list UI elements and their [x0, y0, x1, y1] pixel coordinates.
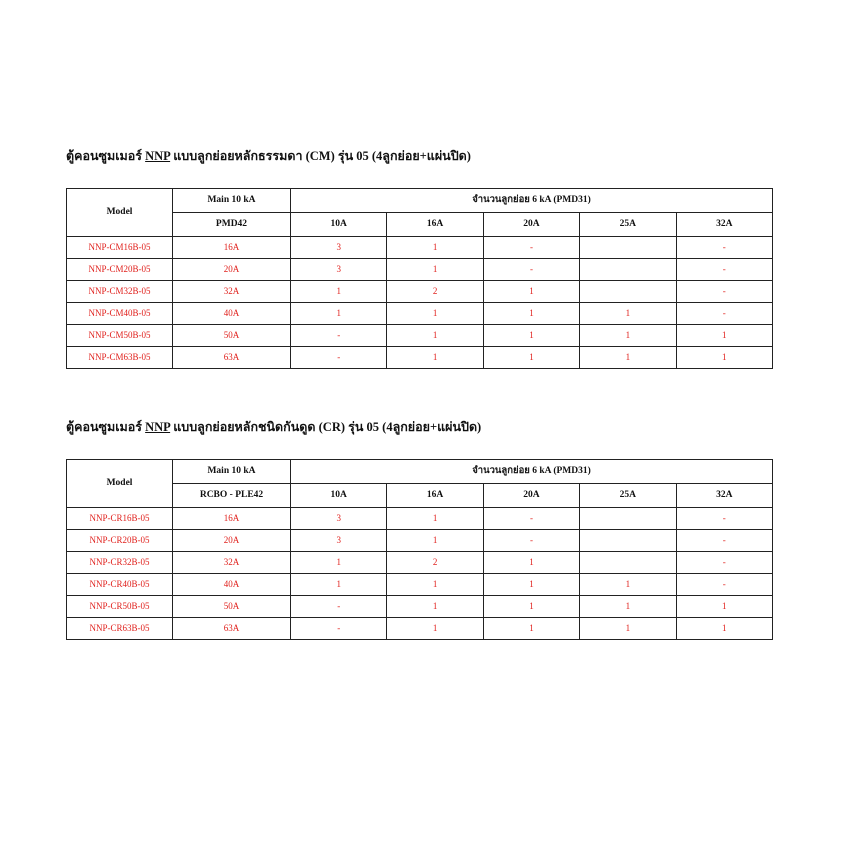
header-sub-col: 10A [291, 484, 387, 508]
qty-cell: 1 [291, 281, 387, 303]
qty-cell: 1 [580, 596, 676, 618]
cm-table-body [67, 237, 773, 369]
main-cell: 20A [173, 530, 291, 552]
qty-cell: 1 [387, 596, 483, 618]
cm-section [66, 146, 772, 362]
qty-cell: 3 [291, 259, 387, 281]
qty-cell: 3 [291, 530, 387, 552]
table-row [67, 347, 773, 369]
qty-cell: - [483, 259, 579, 281]
qty-cell: 1 [483, 281, 579, 303]
qty-cell: 1 [676, 618, 772, 640]
qty-cell: 1 [387, 303, 483, 325]
header-sub-col: 16A [387, 213, 483, 237]
qty-cell: 1 [387, 574, 483, 596]
qty-cell: 1 [483, 325, 579, 347]
qty-cell: - [676, 508, 772, 530]
header-sub-col: 10A [291, 213, 387, 237]
qty-cell: 1 [676, 596, 772, 618]
qty-cell: - [291, 325, 387, 347]
main-cell: 63A [173, 618, 291, 640]
qty-cell: 2 [387, 552, 483, 574]
qty-cell: - [676, 530, 772, 552]
table-row [67, 259, 773, 281]
table-row [67, 281, 773, 303]
main-cell: 50A [173, 596, 291, 618]
qty-cell: - [291, 347, 387, 369]
title-suffix: แบบลูกย่อยหลักธรรมดา (CM) รุ่น 05 (4ลูกย่อย+แผ่นปิด) [173, 149, 471, 163]
model-cell: NNP-CM20B-05 [67, 259, 173, 281]
header-main-type: RCBO - PLE42 [173, 484, 291, 508]
model-cell: NNP-CM16B-05 [67, 237, 173, 259]
header-model: Model [67, 460, 173, 508]
qty-cell: 1 [676, 347, 772, 369]
qty-cell [580, 259, 676, 281]
title-brand: NNP [145, 149, 171, 163]
header-sub-col: 16A [387, 484, 483, 508]
qty-cell: - [291, 618, 387, 640]
table-row [67, 530, 773, 552]
header-sub-col: 25A [580, 484, 676, 508]
qty-cell: - [676, 552, 772, 574]
header-sub-group: จำนวนลูกย่อย 6 kA (PMD31) [291, 189, 773, 213]
qty-cell: - [676, 574, 772, 596]
qty-cell: 1 [387, 530, 483, 552]
qty-cell: - [676, 303, 772, 325]
main-cell: 32A [173, 552, 291, 574]
model-cell: NNP-CR32B-05 [67, 552, 173, 574]
qty-cell: 1 [291, 303, 387, 325]
table-row [67, 618, 773, 640]
qty-cell: 1 [580, 325, 676, 347]
qty-cell: 1 [580, 618, 676, 640]
model-cell: NNP-CR16B-05 [67, 508, 173, 530]
qty-cell [580, 237, 676, 259]
model-cell: NNP-CM32B-05 [67, 281, 173, 303]
qty-cell: 1 [676, 325, 772, 347]
table-row [67, 574, 773, 596]
cm-section-title [66, 146, 772, 166]
qty-cell: 1 [387, 508, 483, 530]
cr-section-title [66, 417, 772, 437]
qty-cell: 1 [483, 596, 579, 618]
table-row [67, 303, 773, 325]
qty-cell [580, 281, 676, 303]
title-prefix: ตู้คอนซูมเมอร์ [66, 420, 142, 434]
table-row [67, 237, 773, 259]
model-cell: NNP-CR40B-05 [67, 574, 173, 596]
qty-cell: - [483, 530, 579, 552]
cr-spec-table [66, 459, 773, 640]
title-brand: NNP [145, 420, 171, 434]
qty-cell: - [291, 596, 387, 618]
qty-cell: 1 [387, 618, 483, 640]
header-sub-col: 25A [580, 213, 676, 237]
header-sub-col: 32A [676, 484, 772, 508]
qty-cell: 1 [387, 325, 483, 347]
main-cell: 32A [173, 281, 291, 303]
table-row [67, 508, 773, 530]
header-sub-col: 32A [676, 213, 772, 237]
model-cell: NNP-CM50B-05 [67, 325, 173, 347]
qty-cell: 1 [580, 574, 676, 596]
title-suffix: แบบลูกย่อยหลักชนิดกันดูด (CR) รุ่น 05 (4ลูกย่อย+แผ่นปิด) [173, 420, 482, 434]
main-cell: 63A [173, 347, 291, 369]
qty-cell: 1 [387, 237, 483, 259]
table-row [67, 552, 773, 574]
qty-cell: 1 [483, 618, 579, 640]
qty-cell: 1 [291, 574, 387, 596]
qty-cell [580, 508, 676, 530]
model-cell: NNP-CM40B-05 [67, 303, 173, 325]
qty-cell: - [676, 237, 772, 259]
qty-cell: 3 [291, 508, 387, 530]
main-cell: 40A [173, 303, 291, 325]
qty-cell: 1 [580, 347, 676, 369]
qty-cell: 3 [291, 237, 387, 259]
qty-cell: 1 [580, 303, 676, 325]
header-model: Model [67, 189, 173, 237]
qty-cell [580, 552, 676, 574]
qty-cell: 1 [483, 552, 579, 574]
qty-cell: - [483, 508, 579, 530]
header-sub-col: 20A [483, 484, 579, 508]
cm-spec-table [66, 188, 773, 369]
main-cell: 16A [173, 508, 291, 530]
qty-cell: 1 [291, 552, 387, 574]
qty-cell: 2 [387, 281, 483, 303]
qty-cell: 1 [483, 574, 579, 596]
cr-section [66, 417, 772, 633]
main-cell: 20A [173, 259, 291, 281]
qty-cell: 1 [387, 347, 483, 369]
header-main: Main 10 kA [173, 189, 291, 213]
main-cell: 40A [173, 574, 291, 596]
header-sub-col: 20A [483, 213, 579, 237]
qty-cell: - [676, 281, 772, 303]
main-cell: 50A [173, 325, 291, 347]
qty-cell: 1 [483, 303, 579, 325]
qty-cell: - [676, 259, 772, 281]
model-cell: NNP-CR50B-05 [67, 596, 173, 618]
qty-cell [580, 530, 676, 552]
model-cell: NNP-CM63B-05 [67, 347, 173, 369]
header-main: Main 10 kA [173, 460, 291, 484]
header-main-type: PMD42 [173, 213, 291, 237]
model-cell: NNP-CR63B-05 [67, 618, 173, 640]
header-sub-group: จำนวนลูกย่อย 6 kA (PMD31) [291, 460, 773, 484]
qty-cell: - [483, 237, 579, 259]
main-cell: 16A [173, 237, 291, 259]
table-row [67, 596, 773, 618]
qty-cell: 1 [483, 347, 579, 369]
table-row [67, 325, 773, 347]
title-prefix: ตู้คอนซูมเมอร์ [66, 149, 142, 163]
cr-table-body [67, 508, 773, 640]
model-cell: NNP-CR20B-05 [67, 530, 173, 552]
qty-cell: 1 [387, 259, 483, 281]
